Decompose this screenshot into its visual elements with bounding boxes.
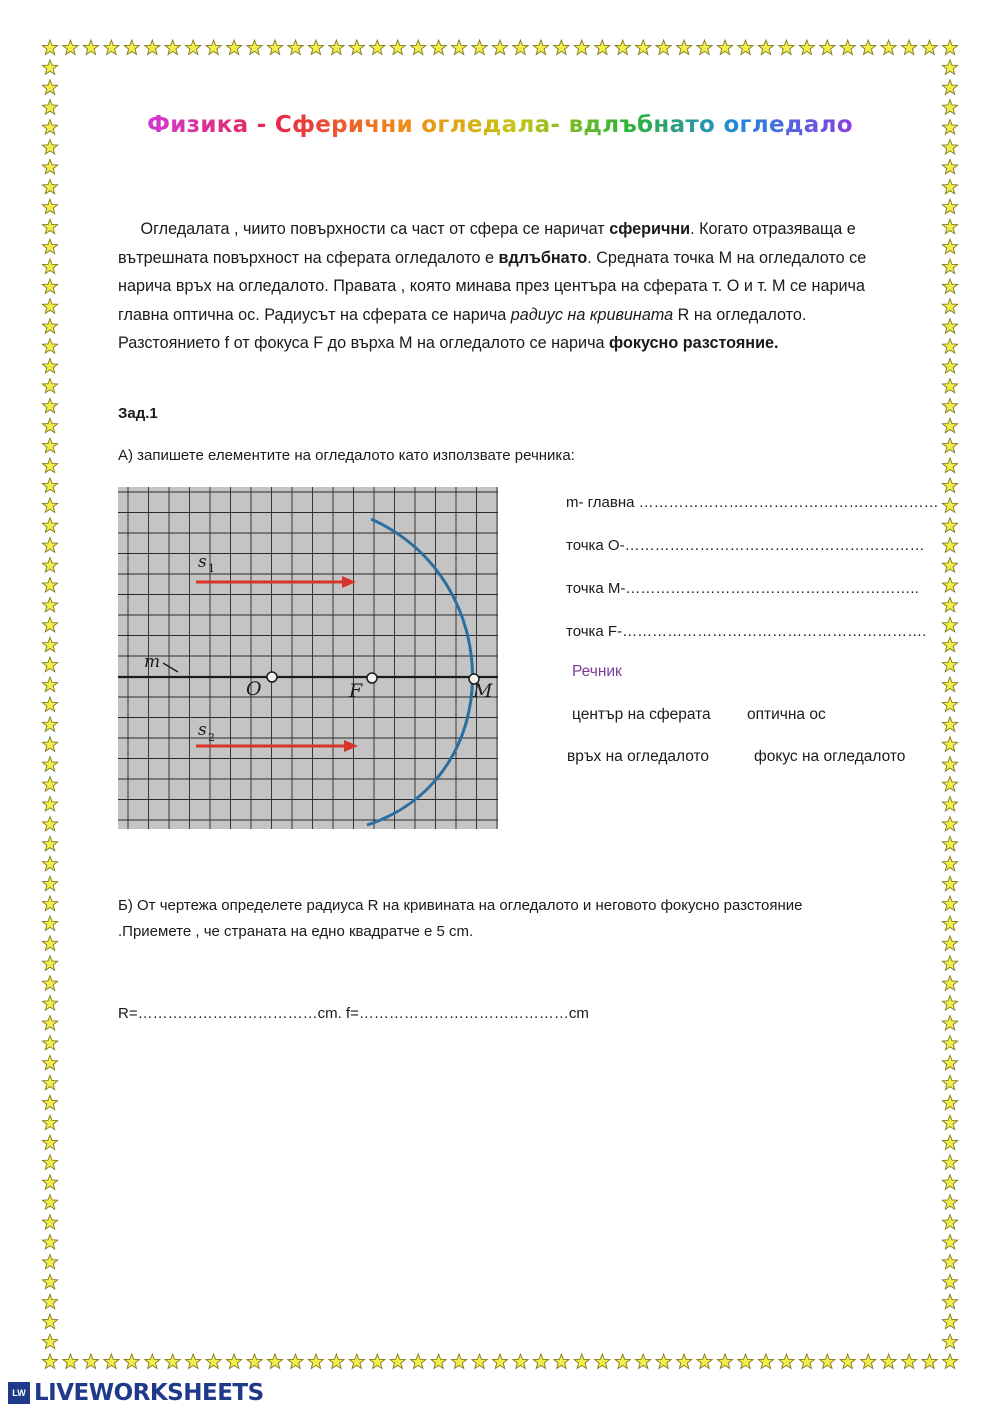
- star-icon: [942, 757, 957, 772]
- star-icon: [942, 1195, 957, 1210]
- star-icon: [799, 1354, 814, 1369]
- star-icon: [288, 40, 303, 55]
- star-icon: [942, 1075, 957, 1089]
- star-icon: [738, 40, 753, 55]
- point-o: [267, 672, 277, 682]
- star-icon: [554, 40, 569, 55]
- label-s2: s: [198, 720, 207, 740]
- star-icon: [42, 996, 57, 1011]
- star-icon: [42, 677, 57, 692]
- star-icon: [922, 1354, 937, 1369]
- star-icon: [247, 1354, 262, 1369]
- star-icon: [942, 239, 957, 254]
- star-icon: [942, 1036, 957, 1050]
- star-icon: [349, 1354, 364, 1369]
- star-icon: [942, 438, 957, 453]
- star-icon: [186, 1354, 201, 1369]
- worksheet-title: [0, 112, 1000, 138]
- label-s1: s: [198, 552, 207, 572]
- star-icon: [370, 40, 385, 55]
- star-icon: [881, 40, 896, 55]
- star-icon: [42, 1354, 57, 1369]
- star-icon: [247, 40, 262, 55]
- label-m: m: [144, 652, 161, 672]
- star-icon: [124, 1354, 139, 1369]
- star-icon: [42, 1095, 57, 1110]
- star-icon: [595, 1354, 610, 1369]
- star-icon: [574, 40, 589, 55]
- star-icon: [267, 1354, 282, 1369]
- star-icon: [42, 359, 57, 374]
- point-f: [367, 673, 377, 683]
- star-icon: [63, 1354, 78, 1369]
- star-icon: [390, 1354, 405, 1369]
- star-icon: [42, 797, 57, 812]
- star-icon: [717, 1354, 732, 1369]
- brand-name: LIVEWORKSHEETS: [34, 1380, 264, 1406]
- star-icon: [42, 199, 57, 213]
- star-icon: [42, 179, 57, 193]
- star-icon: [595, 40, 610, 55]
- label-m-vertex: M: [473, 680, 493, 702]
- star-icon: [431, 40, 446, 55]
- star-icon: [42, 757, 57, 772]
- star-icon: [42, 1016, 57, 1031]
- star-icon: [42, 1235, 57, 1250]
- star-icon: [942, 1255, 957, 1269]
- star-icon: [42, 438, 57, 453]
- star-icon: [42, 1135, 57, 1150]
- star-icon: [779, 40, 794, 55]
- star-icon: [533, 40, 548, 55]
- star-icon: [42, 1255, 57, 1269]
- star-icon: [42, 498, 57, 513]
- star-icon: [42, 1334, 57, 1349]
- fill-line-axis[interactable]: m- главна ……………………………………………………: [566, 494, 939, 511]
- star-icon: [942, 279, 957, 294]
- star-icon: [370, 1354, 385, 1369]
- star-icon: [942, 299, 957, 314]
- star-icon: [288, 1354, 303, 1369]
- star-icon: [42, 458, 57, 473]
- star-icon: [942, 677, 957, 692]
- star-icon: [42, 956, 57, 971]
- star-icon: [942, 777, 957, 792]
- star-icon: [42, 478, 57, 493]
- star-icon: [42, 598, 57, 612]
- star-icon: [145, 40, 160, 55]
- task-heading: Зад.1: [118, 405, 158, 422]
- star-icon: [42, 538, 57, 553]
- star-icon: [42, 1155, 57, 1170]
- star-icon: [42, 418, 57, 432]
- star-icon: [42, 578, 57, 593]
- star-icon: [942, 1175, 957, 1190]
- star-icon: [942, 737, 957, 752]
- star-icon: [513, 1354, 528, 1369]
- star-icon: [942, 697, 957, 712]
- star-icon: [922, 40, 937, 55]
- star-icon: [942, 876, 957, 891]
- star-icon: [42, 1195, 57, 1210]
- star-icon: [42, 617, 57, 631]
- star-icon: [636, 1354, 651, 1369]
- star-icon: [942, 398, 957, 412]
- star-icon: [83, 40, 98, 55]
- star-icon: [42, 697, 57, 712]
- star-icon: [452, 40, 467, 55]
- term-concave: вдлъбнато: [498, 248, 588, 267]
- star-icon: [942, 1055, 957, 1069]
- star-icon: [942, 418, 957, 432]
- star-icon: [472, 40, 487, 55]
- star-icon: [42, 80, 57, 95]
- mirror-diagram: [118, 487, 498, 829]
- intro-text: . Средната точка М на огледалото се нарича връх на огледалото. Правата , която минава през центъра на сферата т. О и т. М се нарича главна оптична ос. Радиусът на сферата се нарича: [118, 248, 867, 324]
- star-icon: [942, 319, 957, 334]
- star-icon: [42, 936, 57, 951]
- task-part-b: Б) От чертежа определете радиуса R на кривината на огледалото и неговото фокусно разстояние .Приемете , че страната на едно квадратче е 5 cm.: [118, 897, 803, 940]
- label-s2-sub: 2: [208, 731, 215, 744]
- star-icon: [942, 657, 957, 672]
- star-icon: [206, 40, 221, 55]
- star-icon: [758, 40, 773, 55]
- star-icon: [942, 617, 957, 631]
- star-icon: [42, 558, 57, 573]
- dictionary-word[interactable]: оптична ос: [747, 706, 826, 723]
- label-o: O: [246, 678, 262, 700]
- star-icon: [42, 717, 57, 732]
- star-icon: [861, 40, 876, 55]
- star-icon: [942, 637, 957, 651]
- star-icon: [942, 856, 957, 870]
- star-icon: [942, 896, 957, 911]
- star-icon: [308, 1354, 323, 1369]
- star-icon: [758, 1354, 773, 1369]
- star-icon: [411, 40, 426, 55]
- star-icon: [840, 1354, 855, 1369]
- star-icon: [942, 578, 957, 593]
- star-icon: [942, 956, 957, 971]
- star-icon: [942, 916, 957, 931]
- star-icon: [431, 1354, 446, 1369]
- star-icon: [902, 40, 917, 55]
- star-icon: [42, 876, 57, 891]
- star-icon: [104, 1354, 119, 1369]
- star-icon: [942, 1095, 957, 1110]
- star-icon: [42, 856, 57, 870]
- star-icon: [472, 1354, 487, 1369]
- fill-line-point-o[interactable]: точка О-……………………………………………………: [566, 537, 925, 554]
- brand-logo-icon: LW: [8, 1382, 30, 1404]
- star-icon: [42, 637, 57, 651]
- dictionary-title: Речник: [572, 663, 622, 680]
- star-icon: [42, 1294, 57, 1308]
- star-icon: [42, 398, 57, 412]
- star-icon: [492, 40, 507, 55]
- star-icon: [942, 976, 957, 991]
- star-icon: [42, 1115, 57, 1130]
- label-s1-sub: 1: [208, 562, 215, 575]
- star-icon: [942, 1016, 957, 1031]
- star-icon: [615, 40, 630, 55]
- star-icon: [942, 538, 957, 553]
- star-icon: [942, 40, 957, 55]
- star-icon: [942, 379, 957, 393]
- star-icon: [881, 1354, 896, 1369]
- star-icon: [942, 458, 957, 473]
- star-icon: [942, 80, 957, 95]
- star-icon: [942, 518, 957, 533]
- star-icon: [390, 40, 405, 55]
- star-icon: [329, 40, 344, 55]
- star-icon: [942, 936, 957, 951]
- star-icon: [42, 657, 57, 672]
- star-icon: [799, 40, 814, 55]
- star-icon: [554, 1354, 569, 1369]
- star-icon: [942, 140, 957, 155]
- star-icon: [942, 60, 957, 75]
- star-icon: [942, 1135, 957, 1150]
- star-icon: [452, 1354, 467, 1369]
- star-icon: [738, 1354, 753, 1369]
- star-icon: [42, 976, 57, 991]
- star-icon: [42, 1075, 57, 1089]
- star-icon: [42, 219, 57, 234]
- star-icon: [42, 279, 57, 294]
- star-icon: [840, 40, 855, 55]
- star-icon: [42, 836, 57, 850]
- star-icon: [124, 40, 139, 55]
- star-icon: [942, 359, 957, 374]
- star-icon: [104, 40, 119, 55]
- label-f: F: [349, 680, 363, 702]
- star-icon: [656, 1354, 671, 1369]
- star-icon: [942, 498, 957, 513]
- star-icon: [42, 817, 57, 831]
- star-icon: [697, 1354, 712, 1369]
- star-icon: [820, 40, 835, 55]
- grid-background: [118, 487, 498, 829]
- star-icon: [779, 1354, 794, 1369]
- star-icon: [677, 1354, 692, 1369]
- star-icon: [942, 199, 957, 213]
- star-icon: [206, 1354, 221, 1369]
- star-icon: [942, 836, 957, 850]
- star-icon: [942, 259, 957, 274]
- star-icon: [42, 299, 57, 314]
- star-icon: [942, 1334, 957, 1349]
- star-icon: [42, 777, 57, 792]
- dictionary-word[interactable]: връх на огледалото: [567, 748, 710, 765]
- star-icon: [942, 1274, 957, 1288]
- star-icon: [942, 1235, 957, 1250]
- star-icon: [42, 339, 57, 354]
- star-icon: [533, 1354, 548, 1369]
- star-icon: [942, 219, 957, 234]
- star-icon: [42, 916, 57, 931]
- star-icon: [942, 1215, 957, 1230]
- star-icon: [942, 598, 957, 612]
- star-icon: [42, 518, 57, 533]
- star-icon: [42, 1175, 57, 1190]
- star-icon: [227, 1354, 242, 1369]
- star-icon: [942, 160, 957, 174]
- star-icon: [42, 1314, 57, 1329]
- star-icon: [42, 737, 57, 752]
- star-icon: [677, 40, 692, 55]
- term-focal-length: фокусно разстояние.: [609, 334, 779, 353]
- star-icon: [308, 40, 323, 55]
- dictionary-word[interactable]: фокус на огледалото: [754, 748, 906, 765]
- star-icon: [145, 1354, 160, 1369]
- star-icon: [227, 40, 242, 55]
- star-icon: [165, 1354, 180, 1369]
- star-icon: [574, 1354, 589, 1369]
- star-icon: [42, 40, 57, 55]
- star-icon: [492, 1354, 507, 1369]
- fill-line-point-f[interactable]: точка F-…………………………………………………….: [566, 623, 927, 640]
- star-icon: [42, 160, 57, 174]
- intro-text: Огледалата , чиито повърхности са част от сфера се наричат: [140, 220, 610, 238]
- star-icon: [42, 1274, 57, 1288]
- intro-paragraph: [118, 215, 888, 358]
- star-icon: [186, 40, 201, 55]
- star-icon: [942, 1115, 957, 1130]
- star-icon: [697, 40, 712, 55]
- term-radius: радиус на кривината: [510, 305, 674, 324]
- star-icon: [42, 379, 57, 393]
- star-icon: [656, 40, 671, 55]
- intro-text: . Когато отразяваща е вътрешната повърхност на сферата огледалото е: [118, 220, 856, 267]
- footer-brand: [8, 1380, 264, 1406]
- star-icon: [942, 179, 957, 193]
- task-part-a: А) запишете елементите на огледалото като използвате речника:: [118, 447, 575, 464]
- intro-text: R на огледалото. Разстоянието f от фокуса F до върха М на огледалото се нарича: [118, 305, 807, 353]
- star-icon: [42, 259, 57, 274]
- star-icon: [411, 1354, 426, 1369]
- star-icon: [42, 1215, 57, 1230]
- star-icon: [513, 40, 528, 55]
- star-icon: [942, 558, 957, 573]
- star-icon: [42, 319, 57, 334]
- star-icon: [942, 717, 957, 732]
- star-icon: [42, 140, 57, 155]
- star-icon: [42, 1055, 57, 1069]
- star-icon: [165, 40, 180, 55]
- star-icon: [83, 1354, 98, 1369]
- star-icon: [329, 1354, 344, 1369]
- star-icon: [349, 40, 364, 55]
- star-icon: [42, 60, 57, 75]
- star-icon: [820, 1354, 835, 1369]
- star-icon: [267, 40, 282, 55]
- star-icon: [42, 896, 57, 911]
- star-icon: [942, 996, 957, 1011]
- star-icon: [942, 1294, 957, 1308]
- star-icon: [63, 40, 78, 55]
- star-icon: [942, 817, 957, 831]
- term-spherical: сферични: [609, 220, 691, 238]
- star-icon: [942, 797, 957, 812]
- star-icon: [636, 40, 651, 55]
- dictionary-word[interactable]: център на сферата: [572, 706, 711, 723]
- star-icon: [717, 40, 732, 55]
- star-icon: [942, 339, 957, 354]
- fill-line-point-m[interactable]: точка М-…………………………………………………..: [566, 580, 919, 597]
- answer-line[interactable]: R=………………………………cm. f=……………………………………cm: [118, 1005, 589, 1022]
- star-icon: [902, 1354, 917, 1369]
- star-icon: [942, 1155, 957, 1170]
- star-icon: [942, 1314, 957, 1329]
- star-icon: [42, 1036, 57, 1050]
- star-icon: [942, 478, 957, 493]
- star-icon: [861, 1354, 876, 1369]
- star-icon: [942, 1354, 957, 1369]
- star-icon: [615, 1354, 630, 1369]
- star-icon: [42, 239, 57, 254]
- title-text: Физика - Сферични огледала- вдлъбнато огледало: [147, 112, 853, 138]
